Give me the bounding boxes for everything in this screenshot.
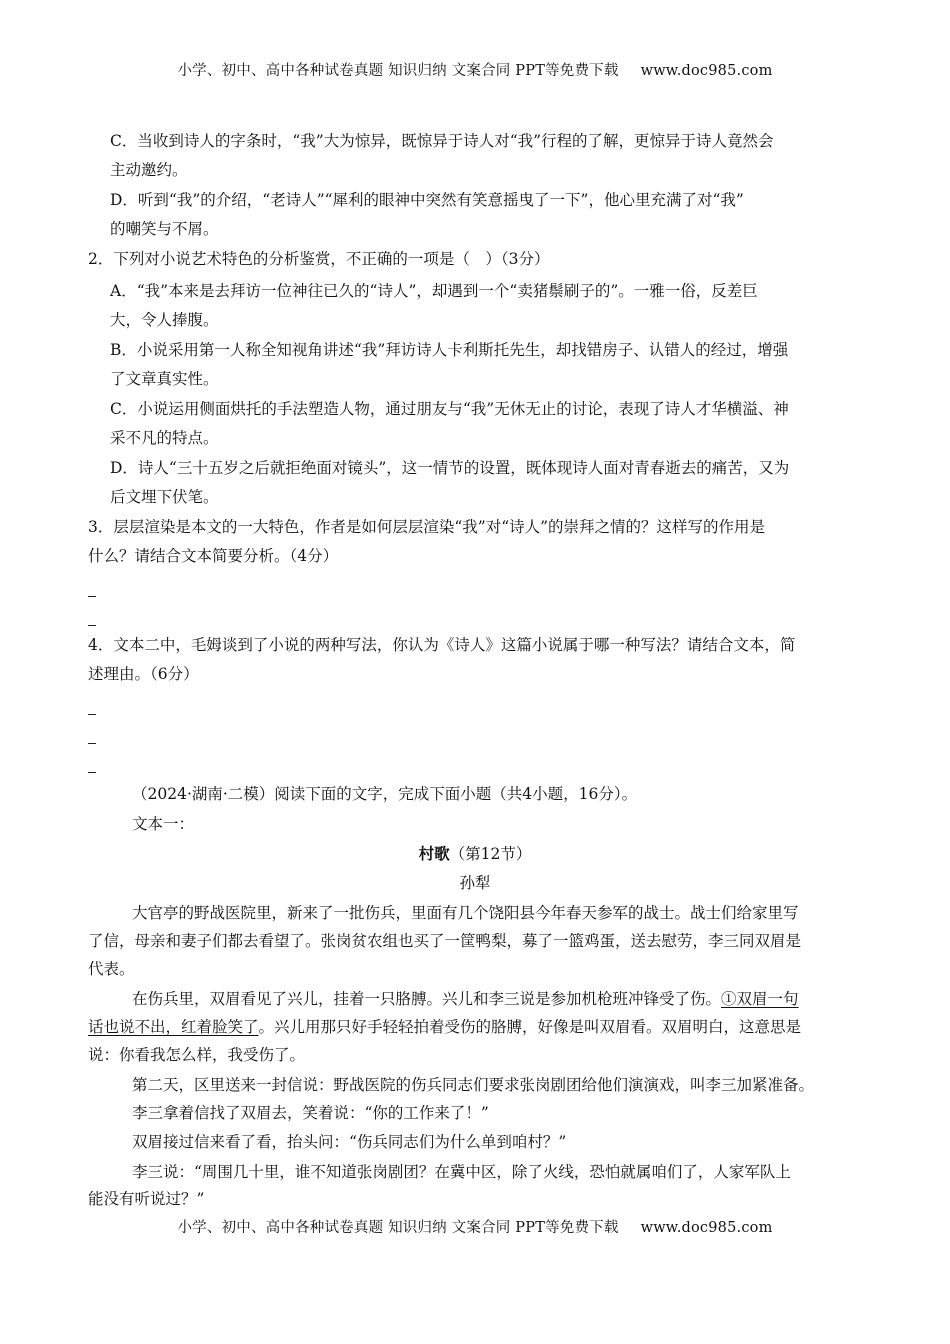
- q4-answer-blank-3[interactable]: [88, 772, 96, 773]
- q2-option-d-line1: D．诗人“三十五岁之后就拒绝面对镜头”，这一情节的设置，既体现诗人面对青春逝去的痛苦，又为: [110, 459, 790, 477]
- article-p1-line3: 代表。: [88, 960, 135, 978]
- q1-option-c-line2: 主动邀约。: [110, 161, 188, 179]
- q2-option-d-line2: 后文埋下伏笔。: [110, 488, 219, 506]
- header-url[interactable]: www.doc985.com: [640, 63, 773, 79]
- q1-option-c-line1: C．当收到诗人的字条时，“我”大为惊异，既惊异于诗人对“我”行程的了解，更惊异于诗人竟然会: [110, 132, 774, 150]
- article-title: [0, 846, 950, 863]
- q2-option-c-line1: C．小说运用侧面烘托的手法塑造人物，通过朋友与“我”无休无止的讨论，表现了诗人才华横溢、神: [110, 400, 789, 418]
- underlined-sentence-1: ①双眉一句: [721, 990, 799, 1008]
- q2-option-b-line2: 了文章真实性。: [110, 370, 219, 388]
- page-footer: [0, 1216, 950, 1237]
- article-p5: 双眉接过信来看了看，抬头问：“伤兵同志们为什么单到咱村？”: [132, 1133, 567, 1151]
- q1-option-d-line1: D．听到“我”的介绍，“老诗人”“犀利的眼神中突然有笑意摇曳了一下”，他心里充满了对“我”: [110, 191, 744, 209]
- q3-answer-blank-2[interactable]: [88, 625, 96, 626]
- article-p2-line2-text: 。兴儿用那只好手轻轻拍着受伤的胳膊，好像是叫双眉看。双眉明白，这意思是: [258, 1018, 802, 1036]
- q2-option-a-line2: 大，令人捧腹。: [110, 311, 219, 329]
- page-header: [0, 59, 950, 80]
- q2-stem: 2．下列对小说艺术特色的分析鉴赏，不正确的一项是（ ）（3分）: [88, 250, 550, 268]
- article-title-main: 村歌: [418, 844, 450, 863]
- q4-stem-line2: 述理由。（6分）: [88, 665, 199, 683]
- q2-option-c-line2: 采不凡的特点。: [110, 429, 219, 447]
- article-p2-line3: 说：你看我怎么样，我受伤了。: [88, 1046, 306, 1064]
- q2-option-b-line1: B．小说采用第一人称全知视角讲述“我”拜访诗人卡利斯托先生，却找错房子、认错人的经过，增强: [110, 341, 789, 359]
- article-p6-line1: 李三说：“周围几十里，谁不知道张岗剧团？在冀中区，除了火线，恐怕就属咱们了，人家军队上: [132, 1163, 791, 1181]
- article-p3: 第二天，区里送来一封信说：野战医院的伤兵同志们要求张岗剧团给他们演演戏，叫李三加紧准备。: [132, 1076, 815, 1094]
- article-p6-line2: 能没有听说过？”: [88, 1190, 205, 1208]
- article-title-suffix: （第12节）: [449, 845, 532, 863]
- article-p4: 李三拿着信找了双眉去，笑着说：“你的工作来了！”: [132, 1104, 489, 1122]
- article-p1-line1: 大官亭的野战医院里，新来了一批伤兵，里面有几个饶阳县今年春天参军的战士。战士们给家里写: [132, 904, 799, 922]
- q2-option-a-line1: A．“我”本来是去拜访一位神往已久的“诗人”，却遇到一个“卖猪鬃刷子的”。一雅一俗，反差巨: [110, 282, 758, 300]
- underlined-sentence-1-cont: 话也说不出，红着脸笑了: [88, 1018, 259, 1036]
- article-p1-line2: 了信，母亲和妻子们都去看望了。张岗贫农组也买了一筐鸭梨，募了一篮鸡蛋，送去慰劳，李三同双眉是: [88, 932, 802, 950]
- text-one-label: 文本一：: [132, 815, 195, 833]
- q4-answer-blank-1[interactable]: [88, 714, 96, 715]
- q3-stem-line2: 什么？请结合文本简要分析。（4分）: [88, 547, 339, 565]
- q4-answer-blank-2[interactable]: [88, 743, 96, 744]
- footer-url[interactable]: www.doc985.com: [640, 1220, 773, 1236]
- q1-option-d-line2: 的嘲笑与不屑。: [110, 220, 219, 238]
- article-p2-line2: [88, 1020, 801, 1036]
- article-p2-line1: [132, 992, 799, 1008]
- article-p2-line1-text: 在伤兵里，双眉看见了兴儿，挂着一只胳膊。兴儿和李三说是参加机枪班冲锋受了伤。: [132, 990, 722, 1008]
- q3-stem-line1: 3．层层渲染是本文的一大特色，作者是如何层层渲染“我”对“诗人”的崇拜之情的？这样写的作用是: [88, 518, 766, 536]
- footer-text: 小学、初中、高中各种试卷真题 知识归纳 文案合同 PPT等免费下载: [177, 1220, 619, 1236]
- q4-stem-line1: 4．文本二中，毛姆谈到了小说的两种写法，你认为《诗人》这篇小说属于哪一种写法？请结合文本，简: [88, 636, 796, 654]
- q3-answer-blank-1[interactable]: [88, 596, 96, 597]
- article-author: 孙犁: [459, 874, 491, 892]
- header-text: 小学、初中、高中各种试卷真题 知识归纳 文案合同 PPT等免费下载: [177, 63, 619, 79]
- reading-intro: （2024·湖南·二模）阅读下面的文字，完成下面小题（共4小题，16分）。: [132, 785, 638, 803]
